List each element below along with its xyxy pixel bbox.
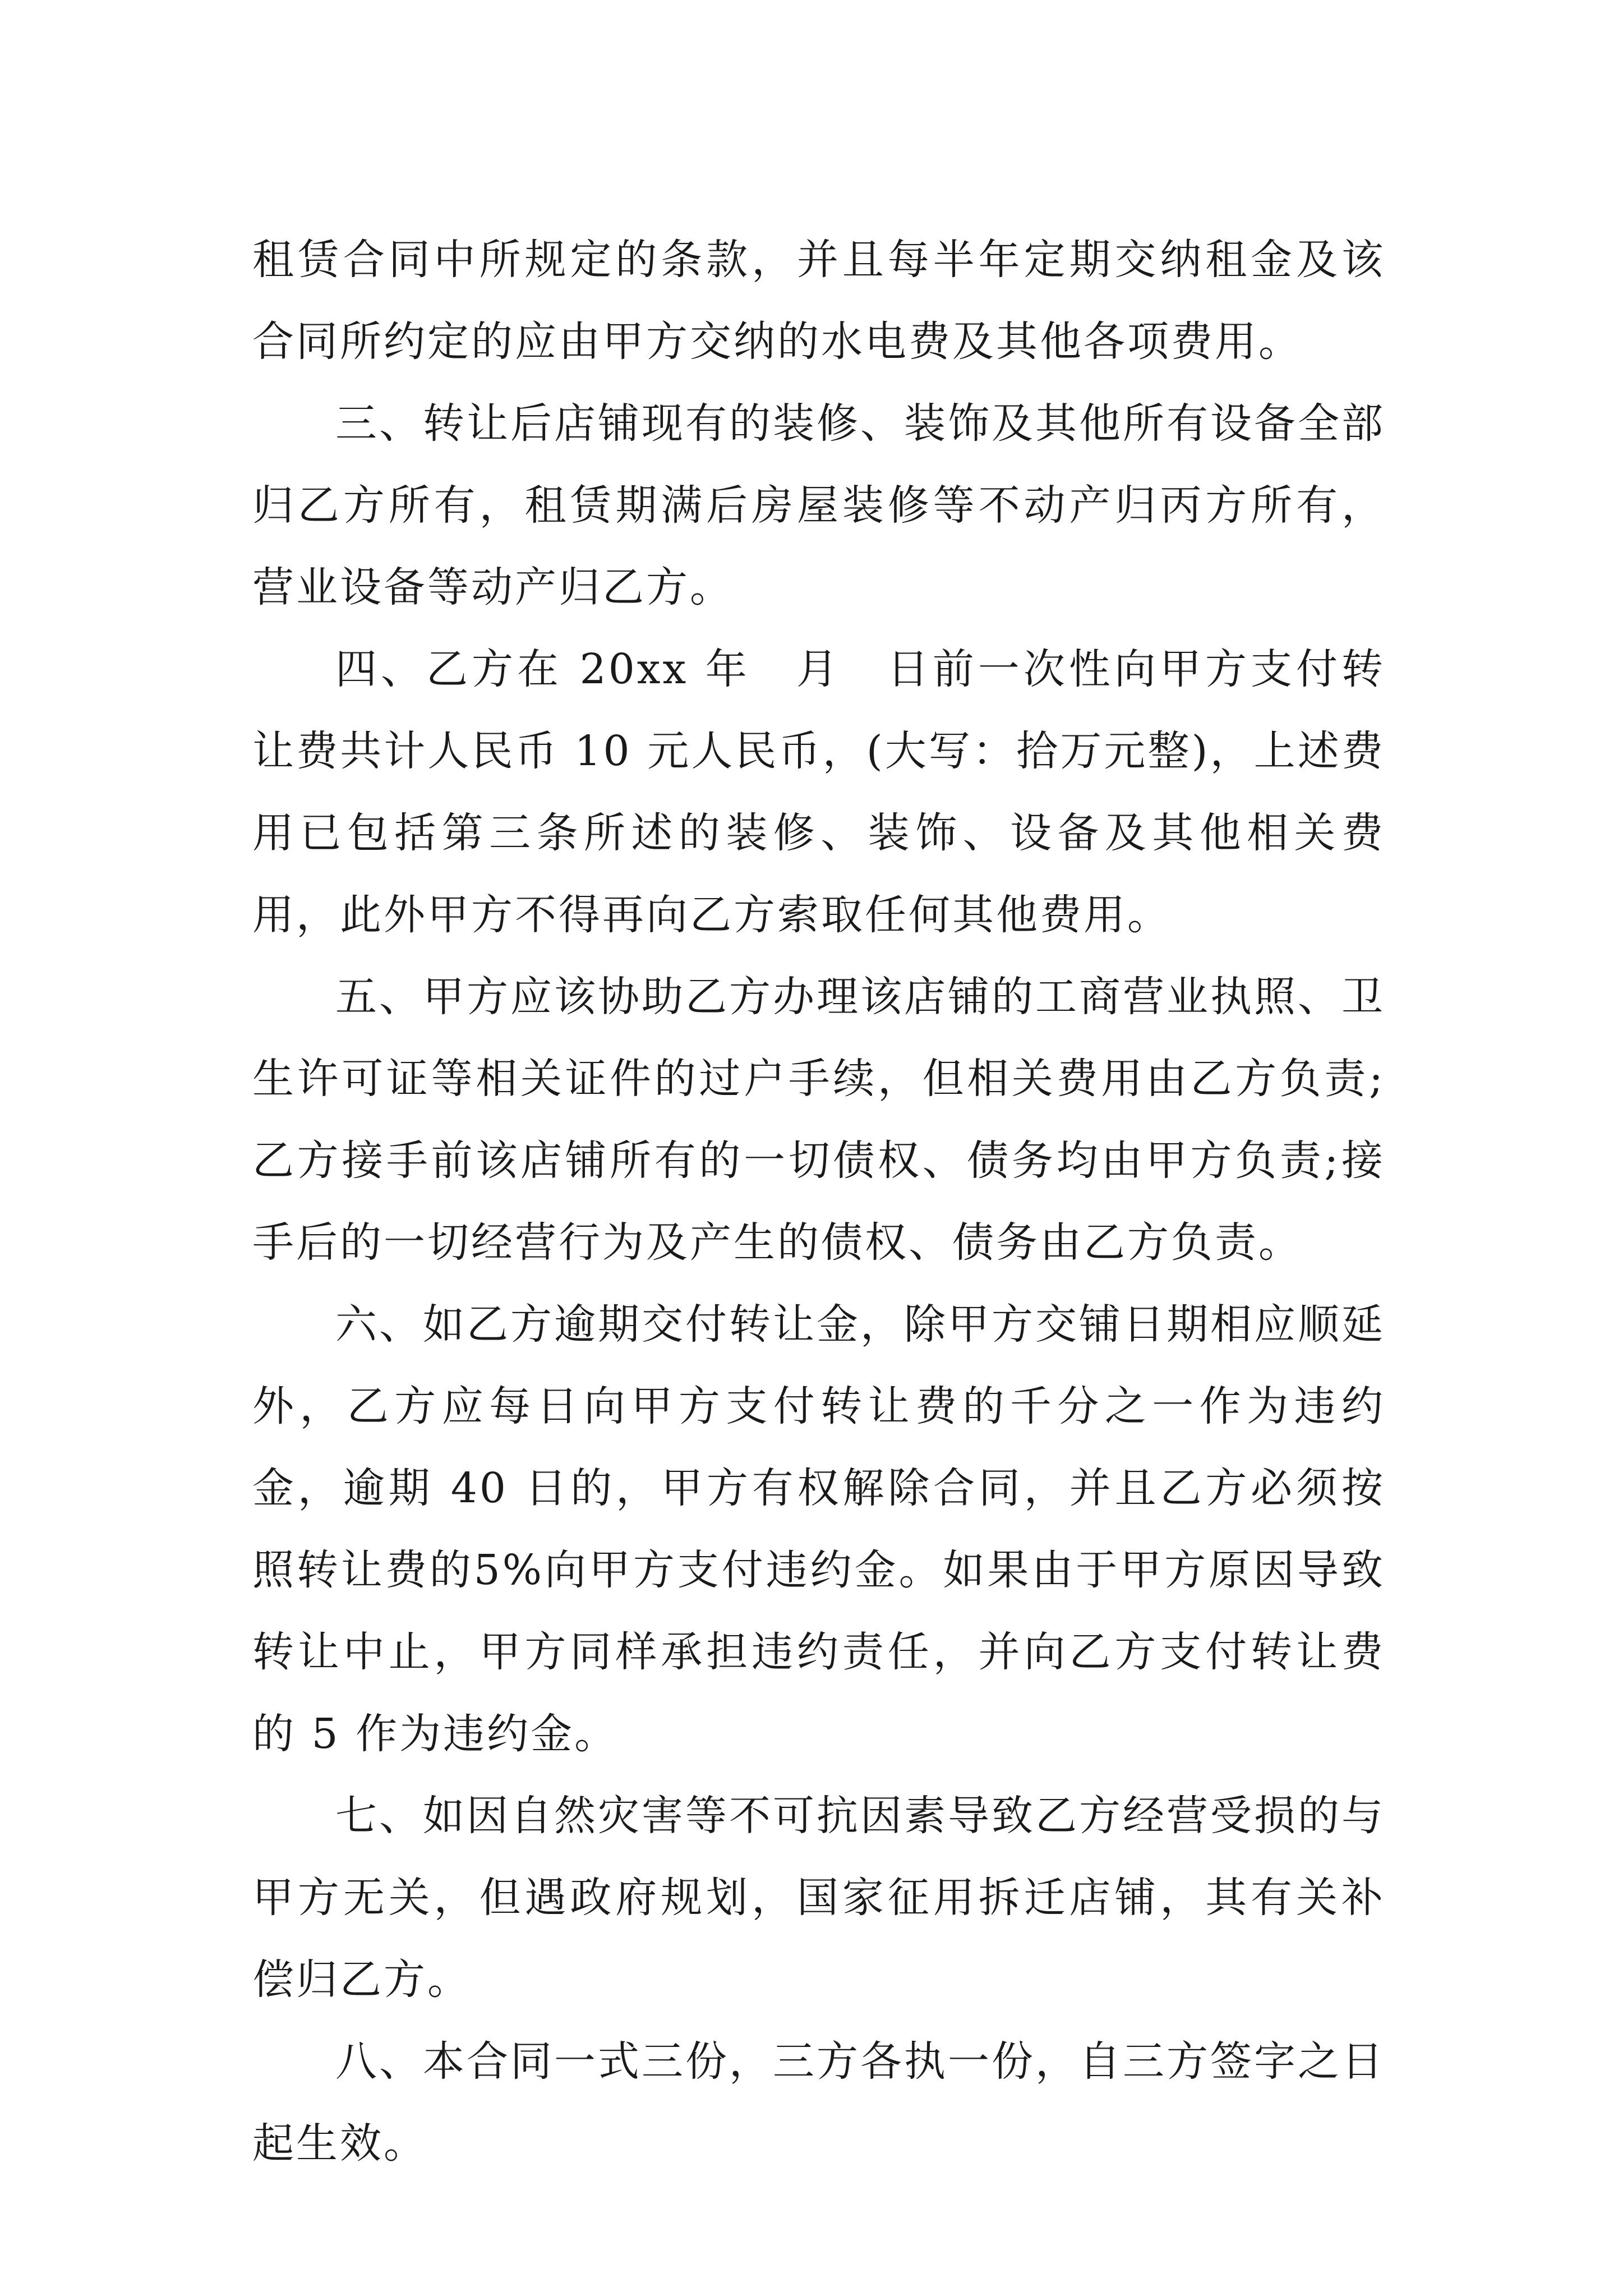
clause-7: 七、如因自然灾害等不可抗因素导致乙方经营受损的与甲方无关，但遇政府规划，国家征用拆迁店铺，其有关补偿归乙方。 (252, 1792, 1385, 2004)
clause-8: 八、本合同一式三份，三方各执一份，自三方签字之日起生效。 (252, 2037, 1385, 2168)
clause-6: 六、如乙方逾期交付转让金，除甲方交铺日期相应顺延外，乙方应每日向甲方支付转让费的千分之一作为违约金，逾期 40 日的，甲方有权解除合同，并且乙方必须按照转让费的5%向甲方支付违约金。如果由于甲方原因导致转让中止，甲方同样承担违约责任，并向乙方支付转让费的 5 作为违约金。 (252, 1300, 1385, 1758)
document-page (252, 219, 1385, 2184)
paragraph-continuation: 租赁合同中所规定的条款，并且每半年定期交纳租金及该合同所约定的应由甲方交纳的水电费及其他各项费用。 (252, 236, 1385, 366)
clause-5: 五、甲方应该协助乙方办理该店铺的工商营业执照、卫生许可证等相关证件的过户手续，但相关费用由乙方负责;乙方接手前该店铺所有的一切债权、债务均由甲方负责;接手后的一切经营行为及产生的债权、债务由乙方负责。 (252, 973, 1385, 1267)
clause-4: 四、乙方在 20xx 年 月 日前一次性向甲方支付转让费共计人民币 10 元人民币，(大写：拾万元整)，上述费用已包括第三条所述的装修、装饰、设备及其他相关费用，此外甲方不得再向乙方索取任何其他费用。 (252, 645, 1385, 939)
clause-3: 三、转让后店铺现有的装修、装饰及其他所有设备全部归乙方所有，租赁期满后房屋装修等不动产归丙方所有，营业设备等动产归乙方。 (252, 399, 1385, 611)
